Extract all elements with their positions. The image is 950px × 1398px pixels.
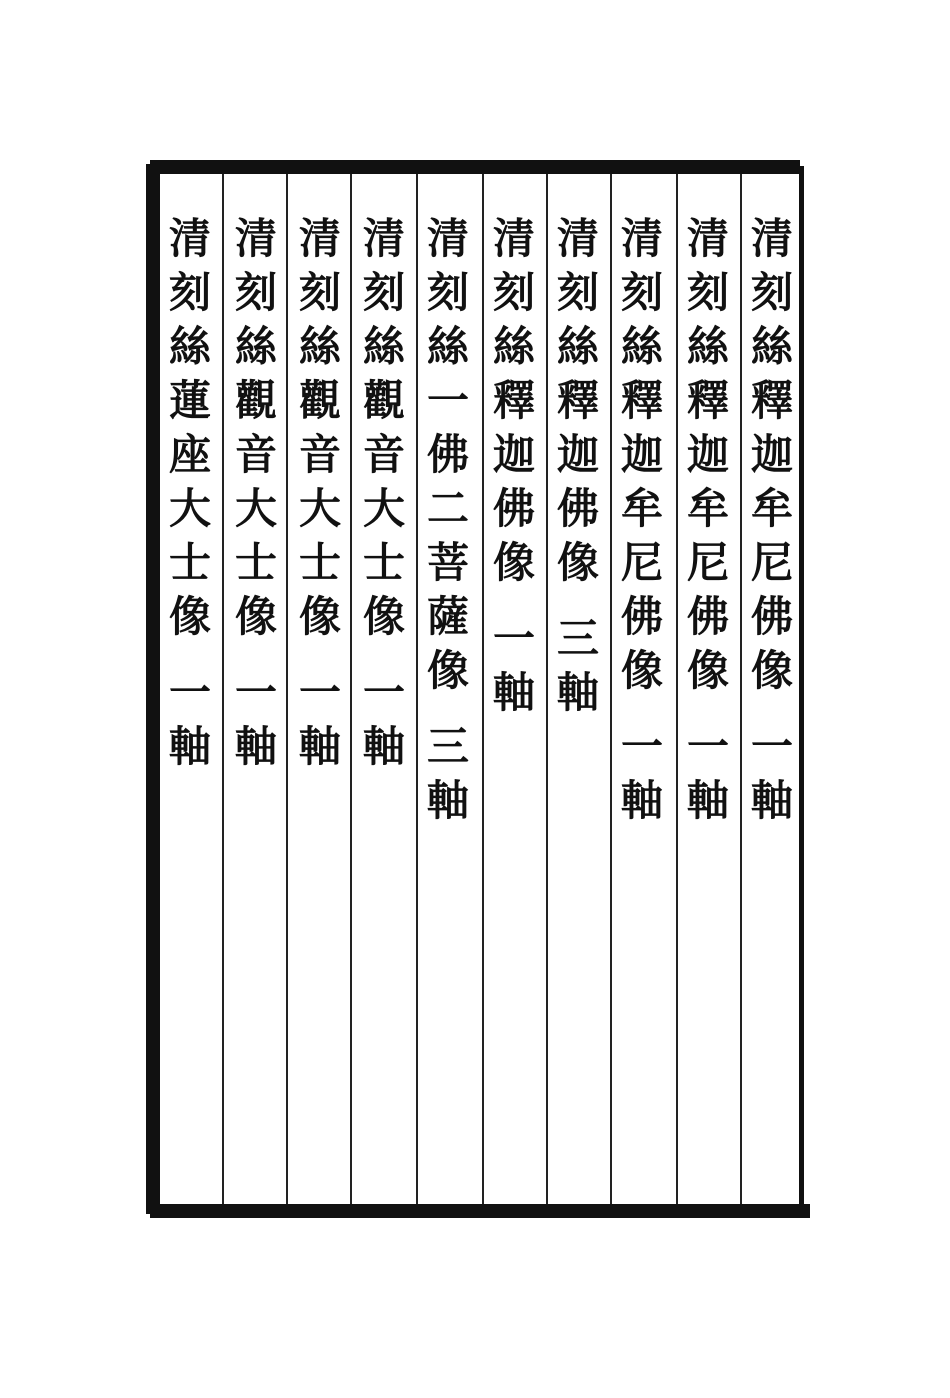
entry-title: 清 刻 絲 蓮 座 大 士 像 [168, 214, 211, 641]
column-rule [350, 174, 352, 1204]
column-rule [286, 174, 288, 1204]
entry-quantity: 一 軸 [168, 668, 211, 771]
entry-title: 清 刻 絲 觀 音 大 士 像 [362, 214, 405, 641]
entry-quantity: 三 軸 [556, 614, 599, 717]
entry-quantity: 一 軸 [362, 668, 405, 771]
catalog-entry [484, 212, 544, 720]
catalog-entry [678, 212, 738, 828]
frame-top-border [150, 160, 800, 174]
catalog-entry [548, 212, 608, 720]
entry-title: 清 刻 絲 釋 迦 佛 像 [556, 214, 599, 587]
entry-quantity: 一 軸 [686, 722, 729, 825]
catalog-entry [354, 212, 414, 774]
frame-bottom-border [150, 1204, 810, 1218]
entry-title: 清 刻 絲 觀 音 大 士 像 [234, 214, 277, 641]
frame-left-border [146, 164, 160, 1214]
catalog-entry [290, 212, 350, 774]
catalog-entry [612, 212, 672, 828]
catalog-entry [742, 212, 802, 828]
entry-title: 清 刻 絲 釋 迦 牟 尼 佛 像 [750, 214, 793, 695]
entry-title: 清 刻 絲 觀 音 大 士 像 [298, 214, 341, 641]
entry-title: 清 刻 絲 一 佛 二 菩 薩 像 [426, 214, 469, 695]
entry-title: 清 刻 絲 釋 迦 牟 尼 佛 像 [686, 214, 729, 695]
entry-quantity: 三 軸 [426, 722, 469, 825]
entry-quantity: 一 軸 [750, 722, 793, 825]
catalog-entry [226, 212, 286, 774]
entry-quantity: 一 軸 [298, 668, 341, 771]
entry-quantity: 一 軸 [492, 614, 535, 717]
entry-quantity: 一 軸 [620, 722, 663, 825]
entry-quantity: 一 軸 [234, 668, 277, 771]
entry-title: 清 刻 絲 釋 迦 牟 尼 佛 像 [620, 214, 663, 695]
catalog-entry [160, 212, 220, 774]
column-rule [222, 174, 224, 1204]
catalog-entry [418, 212, 478, 828]
entry-title: 清 刻 絲 釋 迦 佛 像 [492, 214, 535, 587]
